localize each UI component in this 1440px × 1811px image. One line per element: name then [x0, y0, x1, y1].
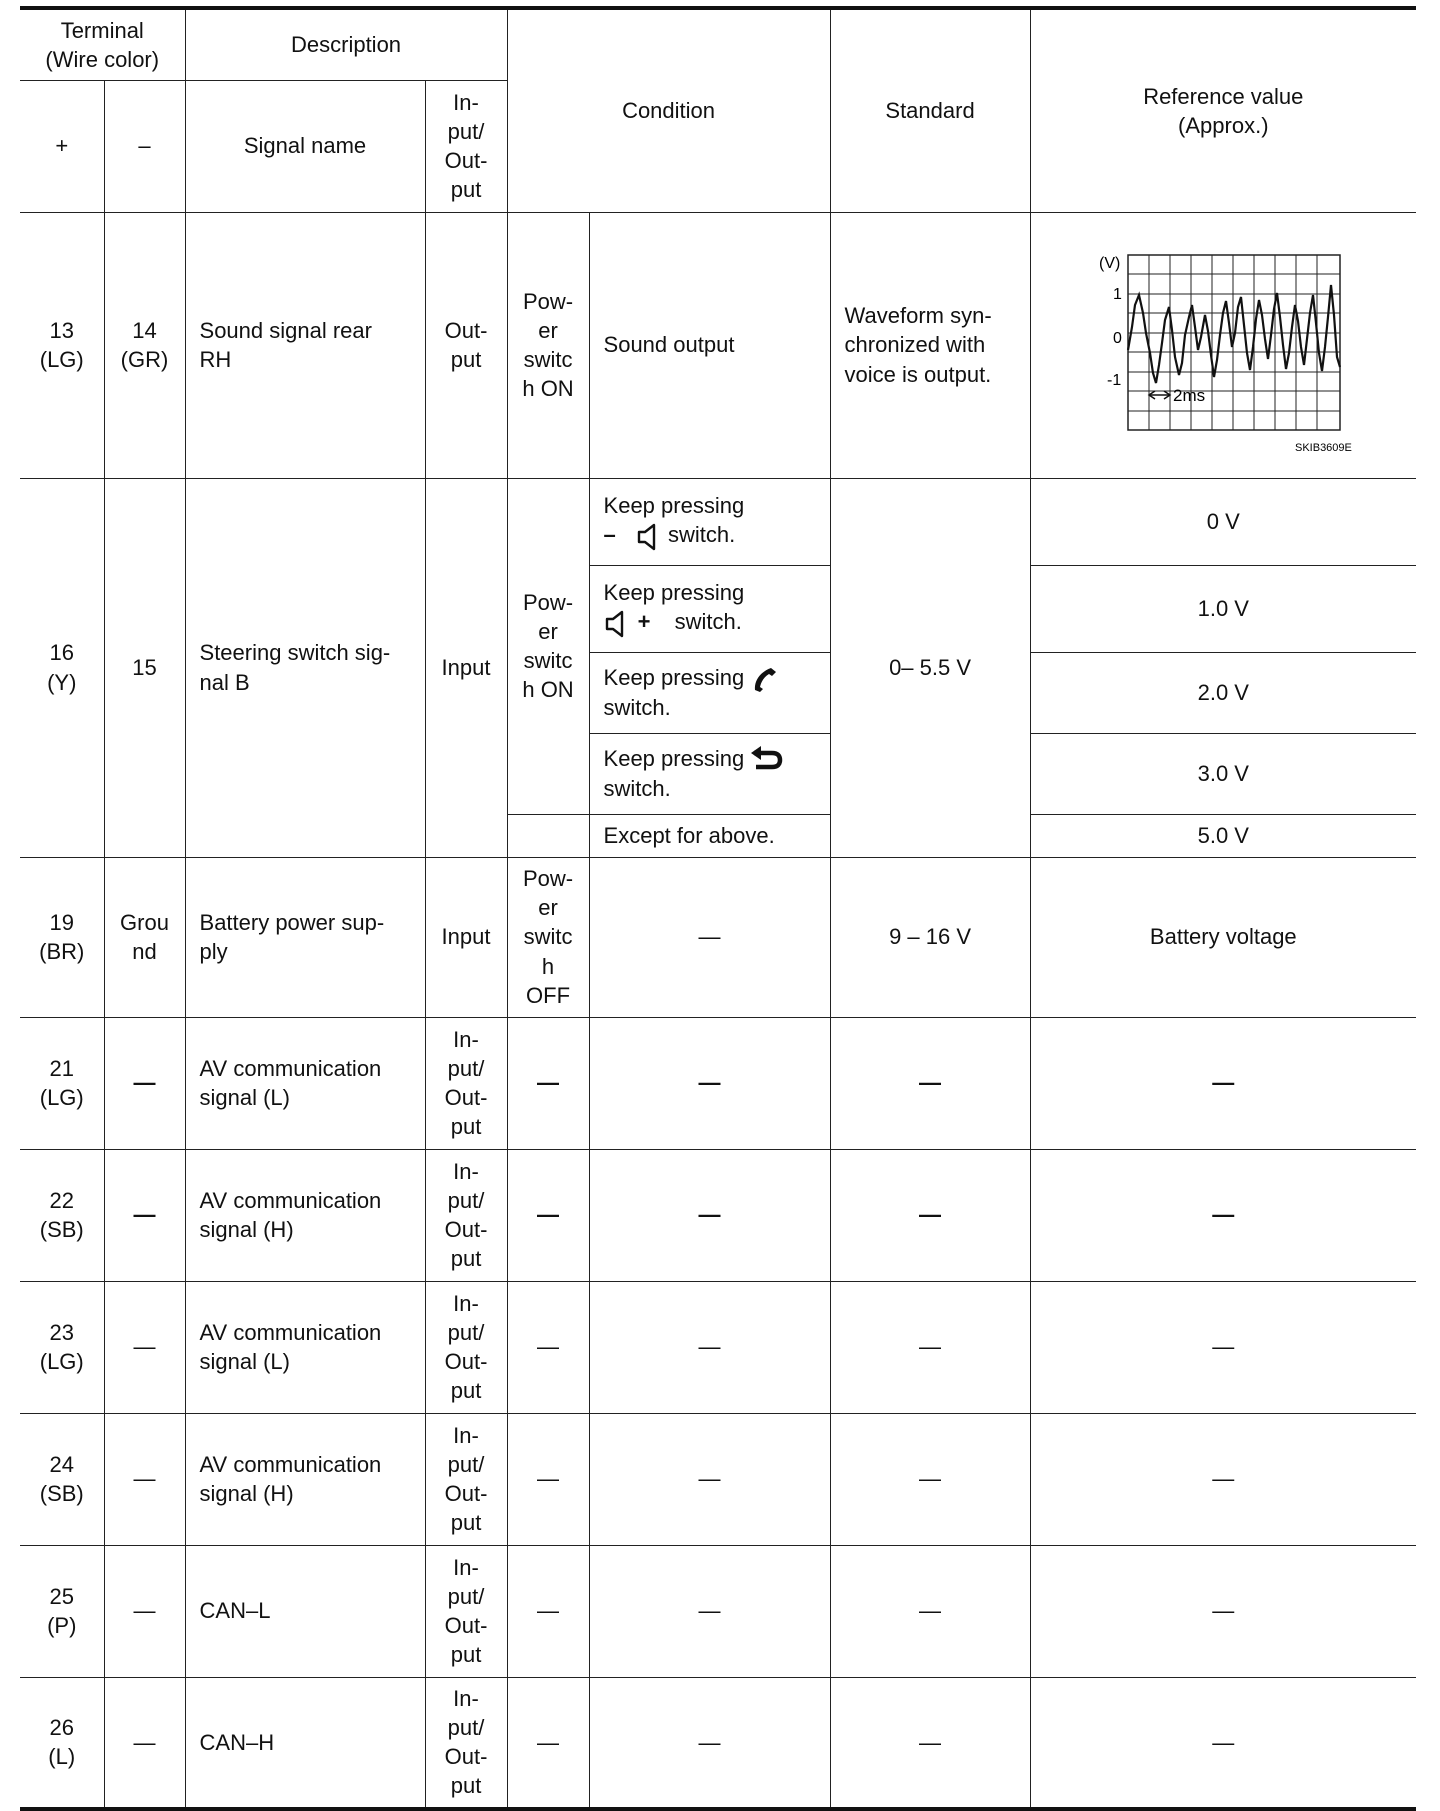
standard: —	[830, 1149, 1030, 1281]
terminal-plus: 24 (SB)	[20, 1413, 104, 1545]
reference-value: —	[1030, 1017, 1416, 1149]
signal-name: AV communication signal (H)	[185, 1413, 425, 1545]
sub-condition-text: Keep pressing	[603, 745, 745, 771]
sub-condition: —	[589, 1281, 830, 1413]
sub-condition: Except for above.	[589, 814, 830, 857]
standard: —	[830, 1545, 1030, 1677]
sub-condition: —	[589, 1677, 830, 1809]
waveform-trace	[1128, 285, 1340, 383]
sub-condition	[589, 652, 830, 733]
back-icon	[750, 746, 784, 774]
standard: 9 – 16 V	[830, 857, 1030, 1017]
terminal-minus: —	[104, 1149, 185, 1281]
terminal-plus: 16 (Y)	[20, 478, 104, 857]
signal-name: Battery power sup- ply	[185, 857, 425, 1017]
io-type: Out- put	[425, 212, 507, 478]
condition: —	[507, 1149, 589, 1281]
condition: —	[507, 1281, 589, 1413]
volume-up-icon	[604, 609, 630, 639]
signal-name: Steering switch sig- nal B	[185, 478, 425, 857]
reference-value: 1.0 V	[1030, 565, 1416, 652]
condition: —	[507, 1017, 589, 1149]
terminal-plus: 26 (L)	[20, 1677, 104, 1809]
io-header: In- put/ Out- put	[425, 80, 507, 212]
plus-sign: +	[637, 609, 651, 635]
reference-value: —	[1030, 1413, 1416, 1545]
minus-header: –	[104, 80, 185, 212]
io-type: In- put/ Out- put	[425, 1017, 507, 1149]
terminal-minus: —	[104, 1677, 185, 1809]
table-row	[20, 1149, 1416, 1281]
sub-condition	[589, 478, 830, 565]
reference-value: —	[1030, 1545, 1416, 1677]
io-type: Input	[425, 857, 507, 1017]
signal-name: Sound signal rear RH	[185, 212, 425, 478]
reference-value: Battery voltage	[1030, 857, 1416, 1017]
sub-condition-text: switch.	[603, 776, 671, 802]
sub-condition: —	[589, 857, 830, 1017]
sub-condition-text: switch.	[603, 695, 671, 721]
signal-name: AV communication signal (L)	[185, 1017, 425, 1149]
terminal-minus: —	[104, 1281, 185, 1413]
table-row	[20, 1413, 1416, 1545]
reference-value: 3.0 V	[1030, 733, 1416, 814]
waveform-unit: (V)	[1099, 255, 1121, 272]
sub-condition: —	[589, 1413, 830, 1545]
sub-condition-text: switch.	[674, 609, 742, 635]
condition: —	[507, 1677, 589, 1809]
terminal-plus: 13 (LG)	[20, 212, 104, 478]
description-header: Description	[185, 8, 507, 80]
sub-condition	[589, 565, 830, 652]
reference-waveform-cell	[1030, 212, 1416, 478]
condition: Pow- er switc h ON	[507, 212, 589, 478]
table-row	[20, 1545, 1416, 1677]
sub-condition-text: switch.	[668, 522, 736, 548]
condition: —	[507, 1545, 589, 1677]
sub-condition-text: Keep pressing	[603, 664, 745, 690]
sub-condition: —	[589, 1149, 830, 1281]
terminal-minus: 15	[104, 478, 185, 857]
reference-value: —	[1030, 1149, 1416, 1281]
sub-condition	[589, 733, 830, 814]
terminal-plus: 22 (SB)	[20, 1149, 104, 1281]
condition: —	[507, 1413, 589, 1545]
minus-sign: –	[603, 522, 616, 548]
condition: Pow- er switc h ON	[507, 478, 589, 814]
standard: —	[830, 1281, 1030, 1413]
time-scale-label: 2ms	[1173, 386, 1206, 405]
terminal-minus: —	[104, 1017, 185, 1149]
signal-name: AV communication signal (H)	[185, 1149, 425, 1281]
standard: —	[830, 1413, 1030, 1545]
sub-condition: —	[589, 1545, 830, 1677]
terminal-minus: Grou nd	[104, 857, 185, 1017]
reference-value: —	[1030, 1281, 1416, 1413]
sub-condition-text: Keep pressing	[603, 580, 745, 606]
condition-empty	[507, 814, 589, 857]
signal-name: AV communication signal (L)	[185, 1281, 425, 1413]
reference-header: Reference value (Approx.)	[1030, 8, 1416, 212]
reference-value: 0 V	[1030, 478, 1416, 565]
signal-name: CAN–L	[185, 1545, 425, 1677]
standard-header: Standard	[830, 8, 1030, 212]
table-row	[20, 1281, 1416, 1413]
signal-name: CAN–H	[185, 1677, 425, 1809]
terminal-plus: 25 (P)	[20, 1545, 104, 1677]
terminal-minus: —	[104, 1545, 185, 1677]
standard: 0– 5.5 V	[830, 478, 1030, 857]
waveform-tick: 0	[1113, 330, 1123, 347]
io-type: In- put/ Out- put	[425, 1413, 507, 1545]
standard: Waveform syn- chronized with voice is output.	[830, 212, 1030, 478]
time-scale-marker	[1149, 391, 1170, 399]
waveform-tick: -1	[1107, 372, 1122, 389]
io-type: In- put/ Out- put	[425, 1281, 507, 1413]
terminal-plus: 23 (LG)	[20, 1281, 104, 1413]
sub-condition: —	[589, 1017, 830, 1149]
reference-value: —	[1030, 1677, 1416, 1809]
figure-id: SKIB3609E	[1295, 442, 1353, 454]
condition-header: Condition	[507, 8, 830, 212]
volume-down-icon	[636, 522, 662, 552]
phone-icon	[750, 665, 778, 693]
standard: —	[830, 1017, 1030, 1149]
terminal-header: Terminal (Wire color)	[20, 8, 185, 80]
plus-header: +	[20, 80, 104, 212]
standard: —	[830, 1677, 1030, 1809]
reference-value: 2.0 V	[1030, 652, 1416, 733]
sub-condition-text: Keep pressing	[603, 493, 745, 519]
terminal-plus: 19 (BR)	[20, 857, 104, 1017]
table-row	[20, 1677, 1416, 1809]
waveform-tick: 1	[1113, 286, 1123, 303]
io-type: In- put/ Out- put	[425, 1677, 507, 1809]
signal-name-header: Signal name	[185, 80, 425, 212]
condition: Pow- er switc h OFF	[507, 857, 589, 1017]
terminal-plus: 21 (LG)	[20, 1017, 104, 1149]
io-type: In- put/ Out- put	[425, 1149, 507, 1281]
sub-condition: Sound output	[589, 212, 830, 478]
io-type: In- put/ Out- put	[425, 1545, 507, 1677]
terminal-minus: —	[104, 1413, 185, 1545]
reference-value: 5.0 V	[1030, 814, 1416, 857]
header-row-top	[20, 8, 1416, 80]
terminal-minus: 14 (GR)	[104, 212, 185, 478]
io-type: Input	[425, 478, 507, 857]
table-row	[20, 478, 1416, 565]
terminal-spec-table	[20, 6, 1416, 1811]
waveform-figure	[1073, 235, 1373, 455]
table-row	[20, 857, 1416, 1017]
table-row	[20, 1017, 1416, 1149]
table-row	[20, 212, 1416, 478]
